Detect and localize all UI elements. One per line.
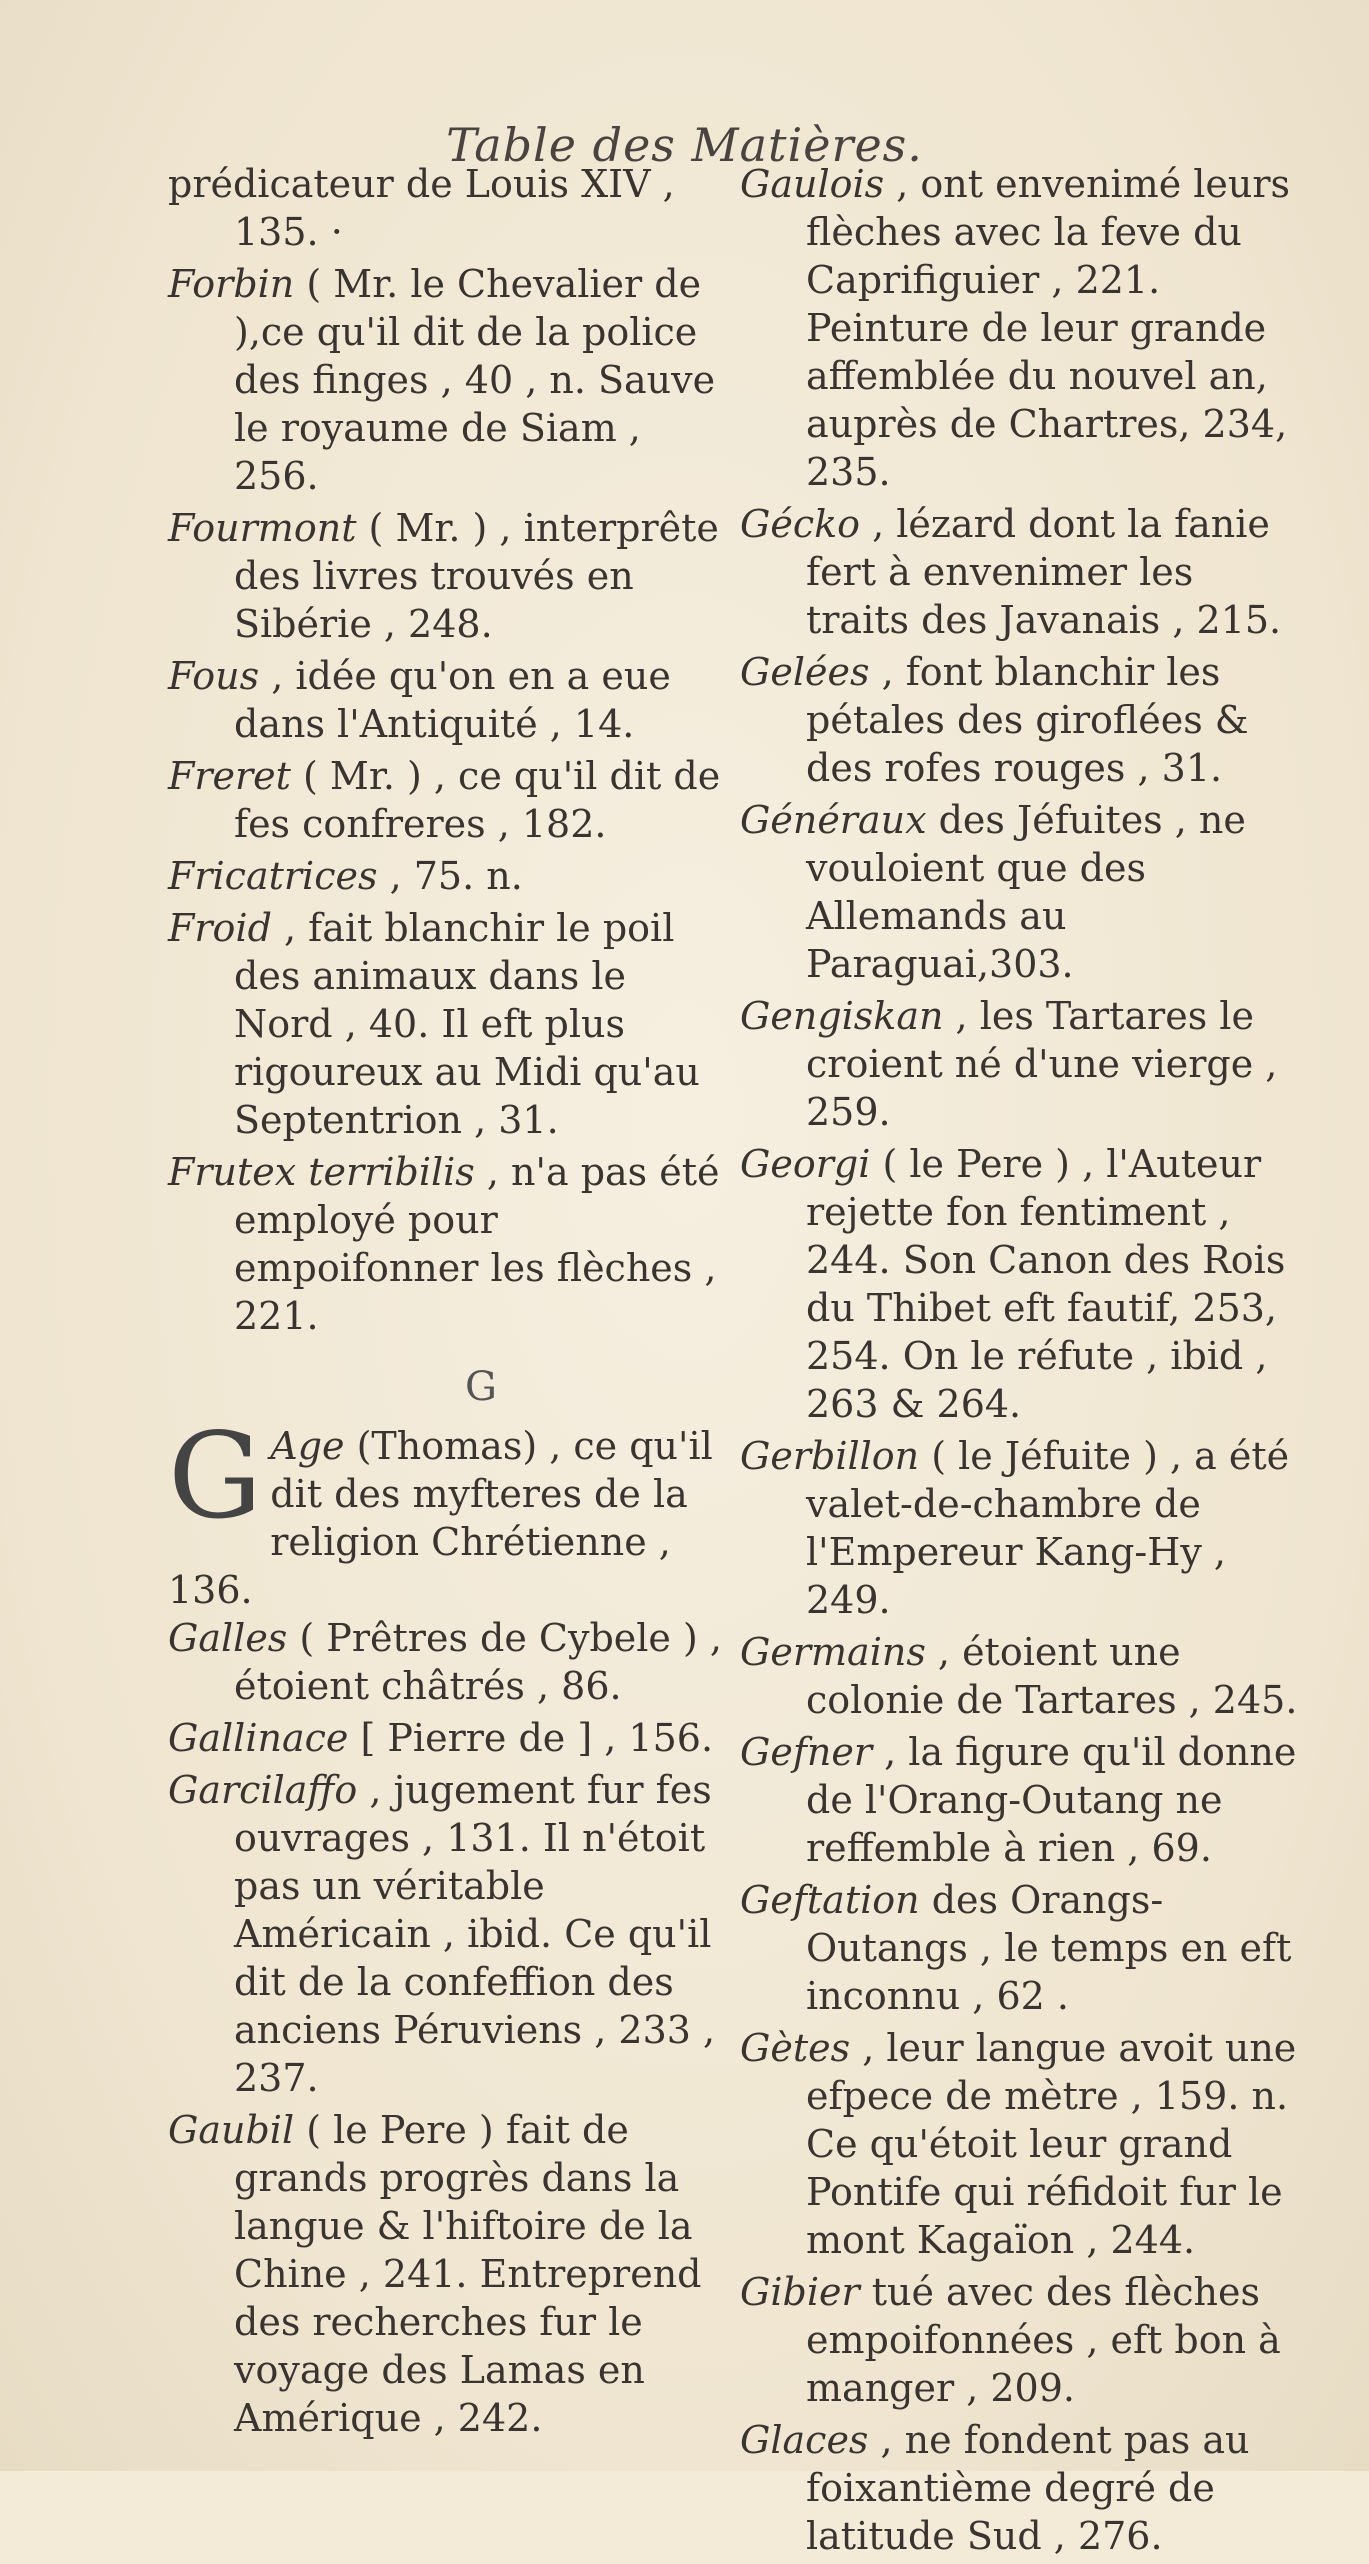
entry-keyword: Germains [740,1630,926,1674]
left-g-entries-list [168,1614,728,2442]
entry-keyword: Froid [168,906,272,950]
entry-keyword: Gefner [740,1730,873,1774]
entry-text: tué avec des flèches empoifonnées , eft bon à manger , 209. [806,2270,1281,2410]
index-entry [168,904,728,1144]
entry-text: , n'a pas été employé pour empoifonner les flèches , 221. [234,1150,720,1338]
entry-keyword: Glaces [740,2418,869,2462]
index-entry [740,2024,1300,2264]
running-header: Table des Matières. [446,118,923,172]
index-entry [168,260,728,500]
entry-keyword: Gerbillon [740,1434,920,1478]
entry-text: des Orangs-Outangs , le temps en eft inconnu , 62 . [806,1878,1292,2018]
entry-text: ( le Pere ) , l'Auteur rejette fon fentiment , 244. Son Canon des Rois du Thibet eft fautif, 253, 254. On le réfute , ibid , 263 & 264. [806,1142,1286,1426]
index-entry [168,752,728,848]
index-entry [740,1140,1300,1428]
index-entry [740,1432,1300,1624]
entry-text: , 75. n. [377,854,523,898]
index-entry [168,1714,728,1762]
section-letter: G [465,1364,497,1410]
index-entry [168,852,728,900]
index-entry [168,504,728,648]
entry-keyword: Gengiskan [740,994,944,1038]
entry-text: [ Pierre de ] , 156. [348,1716,714,1760]
index-entry [740,796,1300,988]
entry-keyword: Gallinace [168,1716,349,1760]
entry-text: ( le Jéfuite ) , a été valet-de-chambre de l'Empereur Kang-Hy , 249. [806,1434,1290,1622]
entry-text: , ne fondent pas au foixantième degré de latitude Sud , 276. [806,2418,1250,2558]
entry-keyword: Gètes [740,2026,851,2070]
index-entry [168,652,728,748]
left-entries-list [168,160,728,1340]
index-entry [168,1148,728,1340]
entry-keyword: Gibier [740,2270,860,2314]
entry-text: , lézard dont la fanie fert à envenimer les traits des Javanais , 215. [806,502,1282,642]
index-entry [740,648,1300,792]
entry-keyword: Généraux [740,798,927,842]
index-entry [168,2106,728,2442]
entry-keyword: Gécko [740,502,861,546]
entry-text: ( Prêtres de Cybele ) , étoient châtrés , 86. [234,1616,722,1708]
entry-text: ( Mr. le Chevalier de ),ce qu'il dit de la police des finges , 40 , n. Sauve le royaume de Siam , 256. [234,262,716,498]
entry-text: , jugement fur fes ouvrages , 131. Il n'étoit pas un véritable Américain , ibid. Ce qu'il dit de la confeffion des anciens Péruviens , 233 , 237. [234,1768,716,2100]
entry-keyword: Gaulois [740,162,885,206]
entry-keyword: Galles [168,1616,288,1660]
entry-text: prédicateur de Louis XIV , 135. · [168,162,675,254]
index-entry [168,1614,728,1710]
index-entry [740,2268,1300,2412]
entry-keyword: Forbin [168,262,295,306]
right-entries-list [740,160,1300,2560]
entry-keyword: Fourmont [168,506,357,550]
index-entry [740,500,1300,644]
entry-keyword: Freret [168,754,291,798]
entry-text: , fait blanchir le poil des animaux dans le Nord , 40. Il eft plus rigoureux au Midi qu'au Septentrion , 31. [234,906,700,1142]
entry-text: , ont envenimé leurs flèches avec la feve du Caprifiguier , 221. Peinture de leur grande affemblée du nouvel an, auprès de Chartres, 234, 235. [806,162,1291,494]
entry-text: , la figure qu'il donne de l'Orang-Outang ne reffemble à rien , 69. [806,1730,1297,1870]
entry-keyword: Fous [168,654,260,698]
dropcap-entry [168,1407,728,1614]
right-column [740,160,1300,2564]
entry-text: , font blanchir les pétales des giroflées & des rofes rouges , 31. [806,650,1249,790]
entry-text: (Thomas) , ce qu'il dit des myfteres de la religion Chrétienne , 136. [168,1424,713,1612]
entry-keyword: Gaubil [168,2108,295,2152]
index-entry [740,992,1300,1136]
entry-keyword: Age [270,1424,345,1468]
index-entry [168,1766,728,2102]
entry-text: ( Mr. ) , interprête des livres trouvés en Sibérie , 248. [234,506,719,646]
entry-text: , les Tartares le croient né d'une vierge , 259. [806,994,1278,1134]
index-entry [740,2416,1300,2560]
index-entry [740,1728,1300,1872]
entry-keyword: Geftation [740,1878,920,1922]
index-entry [168,160,728,256]
entry-text: des Jéfuites , ne vouloient que des Allemands au Paraguai,303. [806,798,1246,986]
entry-text: , leur langue avoit une efpece de mètre , 159. n. Ce qu'étoit leur grand Pontife qui réfidoit fur le mont Kagaïon , 244. [806,2026,1297,2262]
left-column [168,160,728,2446]
index-entry [740,1628,1300,1724]
entry-keyword: Garcilaffo [168,1768,358,1812]
entry-keyword: Georgi [740,1142,871,1186]
index-entry [740,160,1300,496]
entry-keyword: Frutex terribilis [168,1150,475,1194]
entry-text: , étoient une colonie de Tartares , 245. [806,1630,1298,1722]
entry-text: ( le Pere ) fait de grands progrès dans la langue & l'hiftoire de la Chine , 241. Entreprend des recherches fur le voyage des Lamas en Amérique , 242. [234,2108,702,2440]
entry-text: , idée qu'on en a eue dans l'Antiquité , 14. [234,654,671,746]
drop-cap-letter: G [168,1407,263,1545]
index-entry [740,1876,1300,2020]
entry-text: ( Mr. ) , ce qu'il dit de fes confreres , 182. [234,754,721,846]
entry-keyword: Gelées [740,650,870,694]
entry-keyword: Fricatrices [168,854,378,898]
